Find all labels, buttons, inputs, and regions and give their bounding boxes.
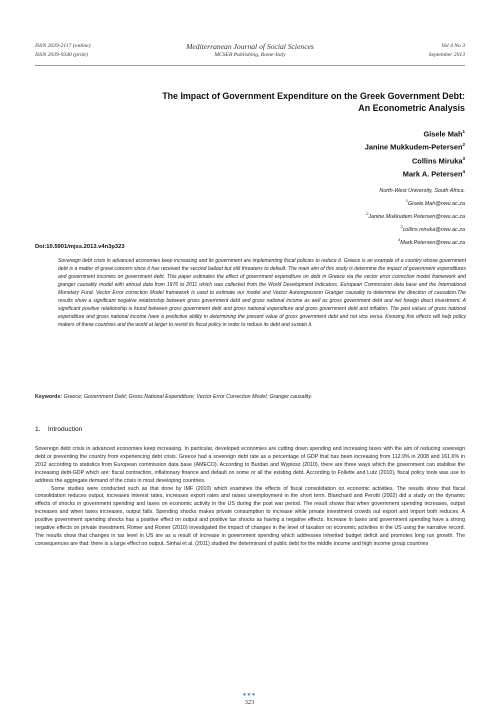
issue-date: September 2013 (428, 51, 465, 58)
author-list (365, 127, 465, 180)
author-email-4[interactable]: $^4$Mark.Petersen@nwu.ac.za (397, 237, 465, 246)
institution: North-West University, South Africa. (379, 188, 465, 194)
paragraph: Sovereign debt crisis in advanced economies keep increasing. In particular, developed economies are cutting down spending and increasing taxes with the aim of reducing sovereign debt or preventing the country from experiencing debt crisis. Greece had a sovereign debt rate as a percentage of GDP that has been increasing from 112.9% in 2008 and 161.6% in 2012 according to statistics from European commission data base (AMECO). According to Burdan and Wyplosz (2010), there are three ways which the government can stabilise the increasing debt-GDP which are: fiscal contraction, inflationary finance and default on some or all the existing debt. According to Follette and Lutz (2010), fiscal policy tools was use to address the aggregate demand of the crisis in most developing countries. (35, 446, 465, 484)
doi[interactable]: Doi:10.5901/mjss.2013.v4n3p323 (35, 244, 125, 250)
section-title: Introduction (47, 426, 83, 433)
journal-name: Mediterranean Journal of Social Sciences (186, 42, 314, 51)
page-ornament: ●●● (242, 692, 257, 698)
journal-block (35, 42, 465, 59)
publisher-name: MCSER Publishing, Rome-Italy (214, 52, 286, 58)
title-line-1: The Impact of Government Expenditure on the Greek Government Debt: (162, 91, 465, 101)
author-1: Gisele Mah$^1$ (423, 129, 465, 139)
author-2: Janine Mukkudem-Petersen$^2$ (364, 142, 465, 152)
paragraph: Some studies were conducted such as that done by IMF (2010) which examines the effects of fiscal consolidation on economic activities. The results show that fiscal consolidation reduces output, increases interest rates, increases export rates and raises unemployment in the short term. Blanchard and Perotti (2002) did a study on the dynamic effects of shocks in government spending and taxes on economic activity in the US during the post war period. The result shows that when government spending increases, output increases and when taxes increases, output falls. Spending shocks makes private consumption to increase while private investment crowds out export and import both reduces. A positive government spending shocks has a positive effect on output and positive tax shocks as having a negative effects. Increase in taxes and government spending have a strong negative effects on private investment. Romer and Romer (2010) investigated the impact of changes in the level of taxation on economic activities in the US using the narrative record. The results show that changes in tax level in US are as a result of increase in government spending which addresses inherited budget deficit and promotes long run growth. The consequences are that: there is a large effect on output. Sinhal et al. (2011) studied the determinant of public debt for the middle income and high income group countries (35, 485, 465, 547)
header-divider (35, 65, 465, 66)
body-text (35, 446, 465, 549)
issn-online: ISSN 2039-2117 (online) (35, 43, 91, 49)
author-3: Collins Miruka$^3$ (411, 155, 465, 165)
keywords-label: Keywords: (35, 394, 63, 400)
keywords (35, 394, 465, 400)
issn-print: ISSN 2039-9340 (print) (35, 51, 88, 58)
author-4: Mark A. Petersen$^4$ (402, 168, 465, 179)
author-email-3[interactable]: $^3$collins.miruka@nwu.ac.za (400, 224, 465, 233)
volume-number: Vol 4 No 3 (441, 43, 465, 49)
abstract: Sovereign debt crisis in advanced economies keep increasing and its government are implementing fiscal policies to reduce it. Greece is an example of a country whose government debt is a matter of grave concern since it has received the second bailout but still threatens to default. The main aim of this study is determine the impact of government expenditures and government incomes on government debt. This paper estimates the effect of government expenditure on debt in Greece via the vector error correction model framework and granger causality model with annual data from 1976 to 2011 which was collected from the World Development Indicators, European Commission data base and the International Monetary Fund. Vector Error correction Model framework is used to estimate our model and Vector Autoregression Granger causality to determine the direction of causation.The results show a significant negative relationship between gross government debt and gross national income as well as gross government debt and net foreign direct investment. A significant positive relationship is found between gross government debt and gross national expenditure and gross government debt and inflation. The past values of gross national expenditure and gross national income have a predictive ability in determining the present value of gross government debt and not vice versa. Knowing this effects will help policy makers of these countries and the world at larger to revisit its fiscal policy in order to reduce its debt and sustain it. (58, 258, 466, 328)
paper-title (105, 90, 465, 114)
volume-block (429, 42, 465, 60)
page-number: 323 (244, 699, 255, 706)
author-email-2[interactable]: $^2$Janine.Mukkudem.Petersen@nwu.ac.za (366, 211, 465, 220)
running-header (35, 42, 465, 64)
title-line-2: An Econometric Analysis (358, 103, 465, 113)
keywords-text: Greece; Government Debt; Gross National Expenditure; Vector Error Correction Model; Granger causality. (63, 394, 313, 400)
author-email-1[interactable]: $^1$Gisele.Mah@nwu.ac.za (405, 198, 465, 207)
section-heading (35, 426, 82, 433)
affiliation (366, 187, 465, 248)
section-number: 1. (35, 426, 41, 433)
